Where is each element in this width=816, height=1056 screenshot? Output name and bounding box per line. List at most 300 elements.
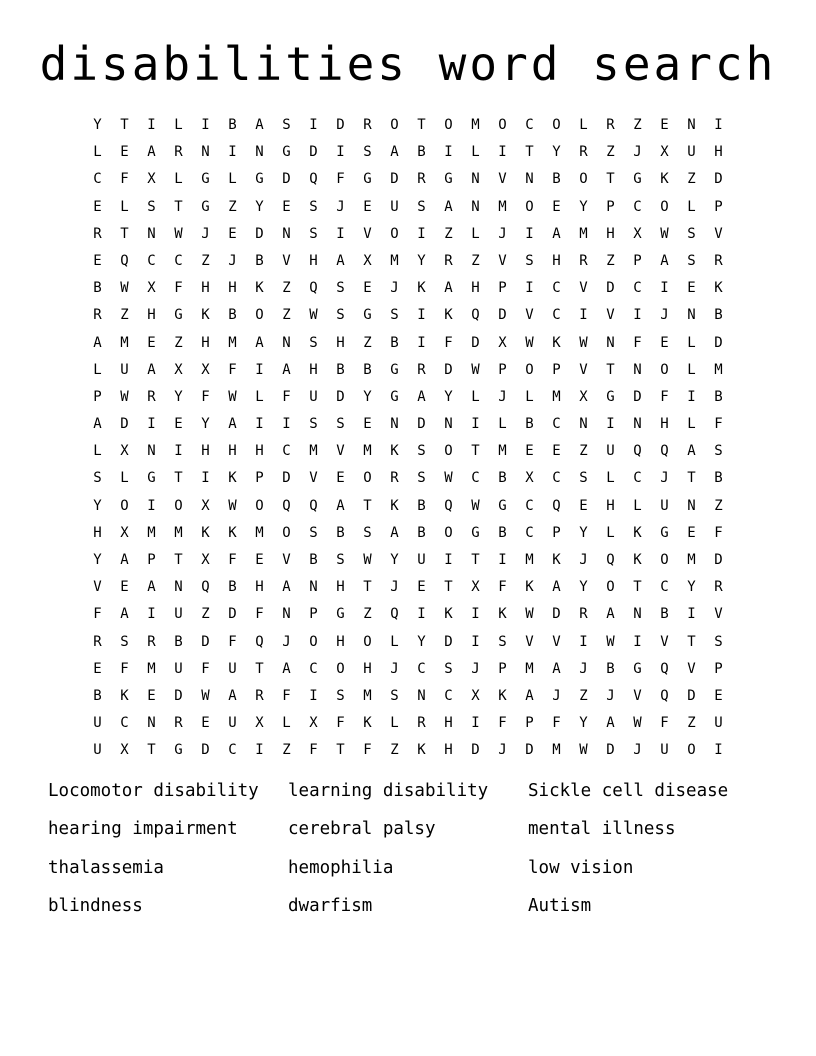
grid-letter: J xyxy=(498,388,507,405)
grid-letter: C xyxy=(552,470,561,487)
grid-letter: J xyxy=(633,144,642,161)
grid-letter: Q xyxy=(606,552,615,568)
grid-letter: M xyxy=(120,334,129,351)
grid-letter: L xyxy=(174,171,183,188)
grid-letter: X xyxy=(174,361,183,378)
grid-letter: I xyxy=(444,144,453,161)
grid-letter: B xyxy=(660,606,669,623)
word-list-item: hemophilia xyxy=(288,857,394,878)
grid-letter: A xyxy=(228,687,237,704)
grid-letter: B xyxy=(606,660,615,677)
grid-letter: U xyxy=(120,361,129,378)
grid-letter: I xyxy=(471,715,480,732)
grid-letter: K xyxy=(498,687,507,704)
grid-letter: C xyxy=(552,280,561,297)
grid-letter: R xyxy=(147,388,156,405)
grid-letter: M xyxy=(552,388,561,405)
grid-letter: R xyxy=(93,633,102,650)
grid-letter: S xyxy=(714,443,723,460)
grid-letter: R xyxy=(579,606,588,623)
grid-letter: L xyxy=(93,144,102,161)
grid-letter: S xyxy=(282,117,291,133)
grid-letter: S xyxy=(309,416,318,433)
grid-letter: M xyxy=(498,443,507,460)
grid-letter: R xyxy=(417,171,426,188)
grid-letter: A xyxy=(120,552,129,568)
grid-letter: S xyxy=(309,225,318,242)
grid-letter: D xyxy=(228,606,237,623)
grid-letter: O xyxy=(579,171,588,188)
grid-letter: I xyxy=(687,388,696,405)
grid-letter: N xyxy=(282,334,291,351)
grid-letter: B xyxy=(228,117,237,133)
grid-letter: K xyxy=(390,497,399,514)
grid-letter: A xyxy=(147,144,156,161)
grid-letter: U xyxy=(714,715,723,732)
grid-letter: U xyxy=(660,497,669,514)
grid-letter: M xyxy=(174,524,183,541)
grid-letter: Z xyxy=(228,198,237,215)
grid-letter: B xyxy=(417,497,426,514)
grid-letter: P xyxy=(633,252,642,269)
grid-letter: A xyxy=(525,687,534,704)
grid-letter: O xyxy=(525,361,534,378)
grid-letter: W xyxy=(444,470,453,487)
grid-letter: I xyxy=(147,497,156,514)
grid-letter: K xyxy=(552,334,561,351)
grid-letter: X xyxy=(201,497,210,514)
grid-letter: I xyxy=(147,416,156,433)
grid-letter: L xyxy=(120,470,129,487)
grid-letter: K xyxy=(417,280,426,297)
grid-letter: P xyxy=(714,660,723,677)
grid-letter: M xyxy=(255,524,264,541)
grid-letter: R xyxy=(714,579,723,596)
grid-letter: M xyxy=(309,443,318,460)
grid-letter: U xyxy=(93,742,102,759)
grid-letter: N xyxy=(201,144,210,161)
grid-letter: S xyxy=(498,633,507,650)
grid-letter: N xyxy=(174,579,183,596)
grid-letter: X xyxy=(201,552,210,568)
grid-letter: Y xyxy=(687,579,696,596)
grid-letter: O xyxy=(444,117,453,133)
grid-letter: N xyxy=(579,416,588,433)
grid-letter: G xyxy=(255,171,264,188)
grid-letter: B xyxy=(417,524,426,541)
grid-letter: F xyxy=(282,388,291,405)
grid-letter: C xyxy=(174,252,183,269)
grid-letter: L xyxy=(471,144,480,161)
grid-letter: V xyxy=(525,307,534,324)
grid-letter: K xyxy=(633,524,642,541)
grid-letter: I xyxy=(660,280,669,297)
grid-letter: X xyxy=(147,171,156,188)
grid-letter: B xyxy=(336,524,345,541)
grid-letter: S xyxy=(336,552,345,568)
grid-letter: B xyxy=(93,687,102,704)
grid-letter: G xyxy=(201,171,210,188)
grid-letter: S xyxy=(579,470,588,487)
grid-letter: V xyxy=(282,252,291,269)
grid-letter: A xyxy=(336,252,345,269)
grid-letter: J xyxy=(336,198,345,215)
grid-letter: X xyxy=(579,388,588,405)
grid-letter: I xyxy=(525,280,534,297)
grid-letter: W xyxy=(228,497,237,514)
grid-letter: X xyxy=(363,252,372,269)
grid-letter: A xyxy=(606,715,615,732)
grid-letter: V xyxy=(93,579,102,596)
grid-letter: I xyxy=(255,742,264,759)
grid-letter: V xyxy=(552,633,561,650)
grid-letter: P xyxy=(552,524,561,541)
grid-letter: N xyxy=(633,361,642,378)
grid-letter: E xyxy=(174,416,183,433)
grid-letter: Z xyxy=(282,280,291,297)
grid-letter: U xyxy=(606,443,615,460)
grid-letter: R xyxy=(147,633,156,650)
grid-letter: I xyxy=(174,443,183,460)
grid-letter: C xyxy=(525,524,534,541)
grid-letter: V xyxy=(525,633,534,650)
grid-letter: J xyxy=(390,660,399,677)
grid-letter: A xyxy=(282,361,291,378)
grid-letter: I xyxy=(471,416,480,433)
grid-letter: J xyxy=(579,552,588,568)
grid-letter: A xyxy=(552,579,561,596)
grid-letter: V xyxy=(498,171,507,188)
grid-letter: N xyxy=(390,416,399,433)
grid-letter: S xyxy=(714,633,723,650)
grid-letter: R xyxy=(417,361,426,378)
grid-letter: C xyxy=(417,660,426,677)
grid-letter: L xyxy=(687,361,696,378)
grid-letter: H xyxy=(444,742,453,759)
grid-letter: S xyxy=(93,470,102,487)
grid-letter: P xyxy=(255,470,264,487)
grid-letter: L xyxy=(282,715,291,732)
grid-letter: D xyxy=(714,171,723,188)
grid-letter: R xyxy=(579,252,588,269)
grid-letter: D xyxy=(174,687,183,704)
grid-letter: H xyxy=(147,307,156,324)
grid-letter: W xyxy=(120,280,129,297)
grid-letter: W xyxy=(471,497,480,514)
grid-letter: I xyxy=(336,225,345,242)
grid-letter: T xyxy=(606,361,615,378)
grid-letter: C xyxy=(552,416,561,433)
grid-letter: Y xyxy=(579,715,588,732)
word-list xyxy=(48,776,768,929)
grid-letter: K xyxy=(498,606,507,623)
grid-letter: M xyxy=(552,742,561,759)
grid-letter: C xyxy=(525,497,534,514)
grid-letter: V xyxy=(714,606,723,623)
grid-letter: Z xyxy=(120,307,129,324)
grid-letter: Z xyxy=(282,742,291,759)
grid-letter: X xyxy=(147,280,156,297)
grid-letter: D xyxy=(606,280,615,297)
grid-letter: D xyxy=(471,334,480,351)
grid-letter: F xyxy=(120,171,129,188)
grid-letter: E xyxy=(714,687,723,704)
grid-letter: H xyxy=(93,524,102,541)
grid-letter: Q xyxy=(660,687,669,704)
grid-letter: O xyxy=(363,633,372,650)
grid-letter: Z xyxy=(390,742,399,759)
grid-letter: N xyxy=(471,198,480,215)
grid-letter: V xyxy=(282,552,291,568)
grid-letter: F xyxy=(714,416,723,433)
grid-letter: W xyxy=(525,334,534,351)
grid-letter: N xyxy=(633,606,642,623)
grid-letter: E xyxy=(687,524,696,541)
grid-letter: X xyxy=(309,715,318,732)
grid-letter: I xyxy=(309,117,318,133)
grid-letter: P xyxy=(714,198,723,215)
grid-letter: I xyxy=(336,144,345,161)
grid-letter: O xyxy=(174,497,183,514)
grid-letter: U xyxy=(174,660,183,677)
grid-letter: H xyxy=(228,280,237,297)
grid-letter: J xyxy=(660,470,669,487)
grid-letter: Z xyxy=(579,443,588,460)
grid-letter: R xyxy=(93,225,102,242)
grid-letter: A xyxy=(282,579,291,596)
grid-letter: A xyxy=(390,144,399,161)
grid-letter: Z xyxy=(444,225,453,242)
grid-letter: E xyxy=(579,497,588,514)
grid-letter: D xyxy=(714,552,723,568)
grid-letter: K xyxy=(228,470,237,487)
grid-letter: I xyxy=(201,470,210,487)
grid-letter: X xyxy=(660,144,669,161)
grid-letter: S xyxy=(309,334,318,351)
grid-letter: U xyxy=(174,606,183,623)
grid-letter: H xyxy=(201,334,210,351)
grid-letter: K xyxy=(363,715,372,732)
grid-letter: T xyxy=(120,117,129,133)
grid-letter: X xyxy=(471,579,480,596)
grid-letter: B xyxy=(417,144,426,161)
grid-letter: L xyxy=(606,470,615,487)
grid-letter: D xyxy=(201,742,210,759)
grid-letter: F xyxy=(552,715,561,732)
grid-letter: A xyxy=(255,117,264,133)
grid-letter: U xyxy=(309,388,318,405)
grid-letter: Q xyxy=(309,280,318,297)
grid-letter: C xyxy=(633,470,642,487)
grid-letter: R xyxy=(363,117,372,133)
grid-letter: R xyxy=(444,252,453,269)
grid-letter: T xyxy=(525,144,534,161)
grid-letter: T xyxy=(471,552,480,568)
grid-letter: D xyxy=(255,225,264,242)
grid-letter: W xyxy=(579,742,588,759)
grid-letter: F xyxy=(498,715,507,732)
grid-letter: G xyxy=(444,171,453,188)
grid-letter: F xyxy=(174,280,183,297)
grid-letter: G xyxy=(336,606,345,623)
grid-letter: M xyxy=(525,660,534,677)
grid-letter: B xyxy=(336,361,345,378)
grid-letter: C xyxy=(660,579,669,596)
grid-letter: S xyxy=(363,144,372,161)
grid-letter: R xyxy=(606,117,615,133)
grid-letter: T xyxy=(444,579,453,596)
grid-letter: Z xyxy=(471,252,480,269)
grid-letter: S xyxy=(309,198,318,215)
grid-letter: G xyxy=(282,144,291,161)
grid-letter: N xyxy=(444,416,453,433)
grid-letter: V xyxy=(606,307,615,324)
grid-letter: L xyxy=(687,198,696,215)
word-list-item: Locomotor disability xyxy=(48,781,259,801)
grid-letter: G xyxy=(633,171,642,188)
grid-letter: F xyxy=(714,524,723,541)
grid-letter: C xyxy=(282,443,291,460)
grid-letter: H xyxy=(606,497,615,514)
word-list-item: hearing impairment xyxy=(48,819,238,840)
grid-letter: B xyxy=(174,633,183,650)
grid-letter: S xyxy=(417,443,426,460)
grid-letter: M xyxy=(687,552,696,568)
grid-letter: I xyxy=(282,416,291,433)
grid-letter: S xyxy=(444,660,453,677)
grid-letter: M xyxy=(525,552,534,568)
grid-letter: Y xyxy=(579,524,588,541)
grid-letter: I xyxy=(147,117,156,133)
grid-letter: J xyxy=(498,225,507,242)
grid-letter: S xyxy=(390,307,399,324)
grid-letter: I xyxy=(417,307,426,324)
grid-letter: N xyxy=(255,144,264,161)
grid-letter: I xyxy=(417,225,426,242)
grid-letter: D xyxy=(525,742,534,759)
grid-letter: A xyxy=(228,416,237,433)
grid-letter: A xyxy=(147,579,156,596)
grid-letter: M xyxy=(363,443,372,460)
grid-letter: L xyxy=(174,117,183,133)
grid-letter: D xyxy=(201,633,210,650)
grid-letter: C xyxy=(228,742,237,759)
grid-letter: Z xyxy=(363,606,372,623)
grid-letter: D xyxy=(390,171,399,188)
grid-letter: F xyxy=(336,171,345,188)
grid-letter: L xyxy=(390,633,399,650)
grid-letter: Q xyxy=(633,443,642,460)
grid-letter: N xyxy=(687,117,696,133)
grid-letter: M xyxy=(579,225,588,242)
grid-letter: W xyxy=(579,334,588,351)
grid-letter: S xyxy=(687,252,696,269)
grid-letter: Z xyxy=(201,252,210,269)
grid-letter: Z xyxy=(687,715,696,732)
grid-letter: A xyxy=(120,606,129,623)
grid-letter: E xyxy=(255,552,264,568)
grid-letter: X xyxy=(498,334,507,351)
grid-letter: O xyxy=(336,660,345,677)
grid-letter: I xyxy=(525,225,534,242)
grid-letter: F xyxy=(228,361,237,378)
grid-letter: I xyxy=(147,606,156,623)
grid-letter: I xyxy=(687,606,696,623)
grid-letter: F xyxy=(336,715,345,732)
grid-letter: C xyxy=(633,280,642,297)
grid-letter: V xyxy=(633,687,642,704)
grid-letter: E xyxy=(147,334,156,351)
grid-letter: G xyxy=(390,361,399,378)
grid-letter: M xyxy=(471,117,480,133)
grid-letter: O xyxy=(606,579,615,596)
word-list-item: dwarfism xyxy=(288,895,373,916)
grid-letter: B xyxy=(228,579,237,596)
grid-letter: W xyxy=(525,606,534,623)
grid-letter: I xyxy=(498,552,507,568)
grid-letter: O xyxy=(660,361,669,378)
grid-letter: N xyxy=(417,687,426,704)
grid-letter: H xyxy=(363,660,372,677)
grid-letter: I xyxy=(579,633,588,650)
grid-letter: E xyxy=(687,280,696,297)
grid-letter: R xyxy=(255,687,264,704)
grid-letter: F xyxy=(363,742,372,759)
grid-letter: P xyxy=(606,198,615,215)
grid-letter: Y xyxy=(93,497,102,514)
grid-letter: L xyxy=(525,388,534,405)
grid-letter: Z xyxy=(282,307,291,324)
grid-letter: W xyxy=(120,388,129,405)
grid-letter: Y xyxy=(579,579,588,596)
grid-letter: S xyxy=(120,633,129,650)
grid-letter: N xyxy=(606,334,615,351)
grid-letter: V xyxy=(660,633,669,650)
grid-letter: T xyxy=(174,552,183,568)
grid-letter: X xyxy=(120,524,129,541)
grid-letter: C xyxy=(471,470,480,487)
grid-letter: K xyxy=(417,742,426,759)
grid-letter: C xyxy=(147,252,156,269)
grid-letter: E xyxy=(93,252,102,269)
grid-letter: W xyxy=(606,633,615,650)
word-list-item: Sickle cell disease xyxy=(528,781,729,801)
grid-letter: C xyxy=(525,117,534,133)
grid-letter: G xyxy=(390,388,399,405)
grid-letter: J xyxy=(228,252,237,269)
grid-letter: O xyxy=(282,524,291,541)
grid-letter: A xyxy=(552,225,561,242)
word-list-item: learning disability xyxy=(288,781,489,801)
grid-letter: S xyxy=(336,687,345,704)
grid-letter: Q xyxy=(471,307,480,324)
grid-letter: I xyxy=(228,144,237,161)
grid-letter: Q xyxy=(660,443,669,460)
word-list-item: cerebral palsy xyxy=(288,819,436,840)
grid-letter: K xyxy=(201,307,210,324)
grid-letter: S xyxy=(390,687,399,704)
grid-letter: Z xyxy=(363,334,372,351)
grid-letter: O xyxy=(120,497,129,514)
grid-letter: G xyxy=(363,171,372,188)
grid-letter: F xyxy=(201,388,210,405)
grid-letter: S xyxy=(336,280,345,297)
grid-letter: K xyxy=(255,280,264,297)
grid-letter: O xyxy=(498,117,507,133)
grid-letter: Y xyxy=(417,252,426,269)
grid-letter: K xyxy=(660,171,669,188)
grid-letter: C xyxy=(309,660,318,677)
